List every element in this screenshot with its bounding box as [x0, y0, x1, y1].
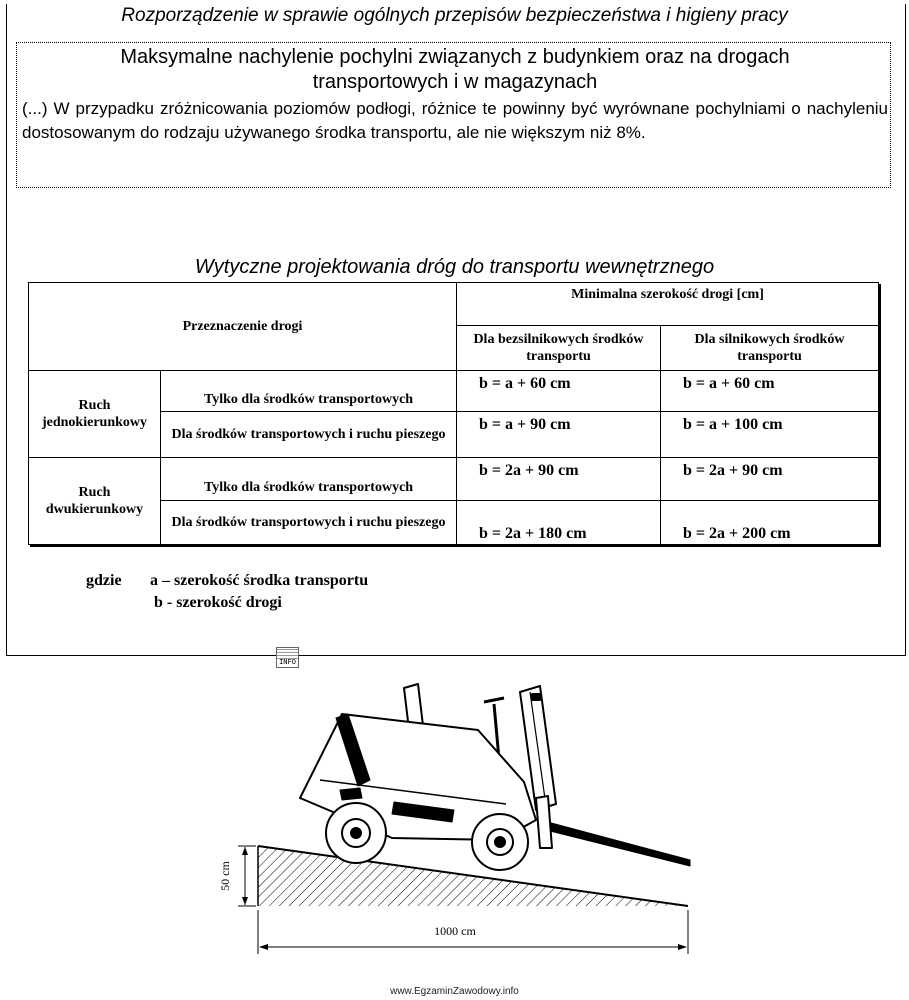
header-nonpowered-transport: Dla bezsilnikowych środków transportu [457, 326, 661, 371]
info-icon [276, 647, 299, 668]
legend-line-a [86, 570, 368, 592]
height-label: 50 cm [218, 861, 232, 891]
road-width-table [28, 282, 879, 545]
row-powered-formula: b = 2a + 200 cm [661, 501, 879, 545]
formula-legend [86, 570, 368, 614]
row-powered-formula: b = a + 100 cm [661, 412, 879, 458]
legend-where-label: gdzie [86, 572, 122, 589]
table-row [29, 458, 879, 501]
table-row [29, 371, 879, 412]
regulation-header-title: Rozporządzenie w sprawie ogólnych przepisów bezpieczeństwa i higieny pracy [121, 5, 788, 26]
row-nonpowered-formula: b = a + 60 cm [457, 371, 661, 412]
table-header-row [29, 283, 879, 326]
row-nonpowered-formula: b = 2a + 180 cm [457, 501, 661, 545]
row-nonpowered-formula: b = a + 90 cm [457, 412, 661, 458]
length-label: 1000 cm [434, 924, 476, 938]
footer-watermark: www.EgzaminZawodowy.info [390, 986, 519, 997]
row-purpose-cell: Tylko dla środków transportowych [161, 371, 457, 412]
header-powered-transport: Dla silnikowych środków transportu [661, 326, 879, 371]
header-min-road-width: Minimalna szerokość drogi [cm] [457, 283, 879, 326]
height-dimension [238, 846, 256, 906]
guidelines-title: Wytyczne projektowania dróg do transportu wewnętrznego [194, 256, 715, 278]
regulation-excerpt-text: (...) W przypadku zróżnicowania poziomów podłogi, różnice te powinny być wyrównane pochylniami o nachyleniu dostosowanym do rodzaju używanego środka transportu, ale nie większym niż 8%. [22, 99, 888, 142]
row-powered-formula: b = a + 60 cm [661, 371, 879, 412]
row-purpose-cell: Dla środków transportowych i ruchu pieszego [161, 501, 457, 545]
group-one-way-traffic: Ruch jednokierunkowy [29, 371, 161, 458]
forklift-ramp-figure [0, 670, 909, 975]
group-two-way-traffic: Ruch dwukierunkowy [29, 458, 161, 545]
regulation-title-line-1: Maksymalne nachylenie pochylni związanych z budynkiem oraz na drogach [120, 46, 790, 68]
forklift-fork [538, 820, 690, 866]
row-powered-formula: b = 2a + 90 cm [661, 458, 879, 501]
legend-a-definition: a – szerokość środka transportu [150, 572, 369, 589]
row-purpose-cell: Tylko dla środków transportowych [161, 458, 457, 501]
info-icon-label: INFO [277, 659, 298, 666]
header-road-purpose: Przeznaczenie drogi [29, 283, 457, 371]
forklift-illustration [300, 684, 690, 870]
row-purpose-cell: Dla środków transportowych i ruchu pieszego [161, 412, 457, 458]
legend-b-definition: b - szerokość drogi [154, 594, 282, 611]
row-nonpowered-formula: b = 2a + 90 cm [457, 458, 661, 501]
regulation-title-line-2: transportowych i w magazynach [312, 71, 598, 93]
regulation-excerpt-title [40, 45, 870, 95]
